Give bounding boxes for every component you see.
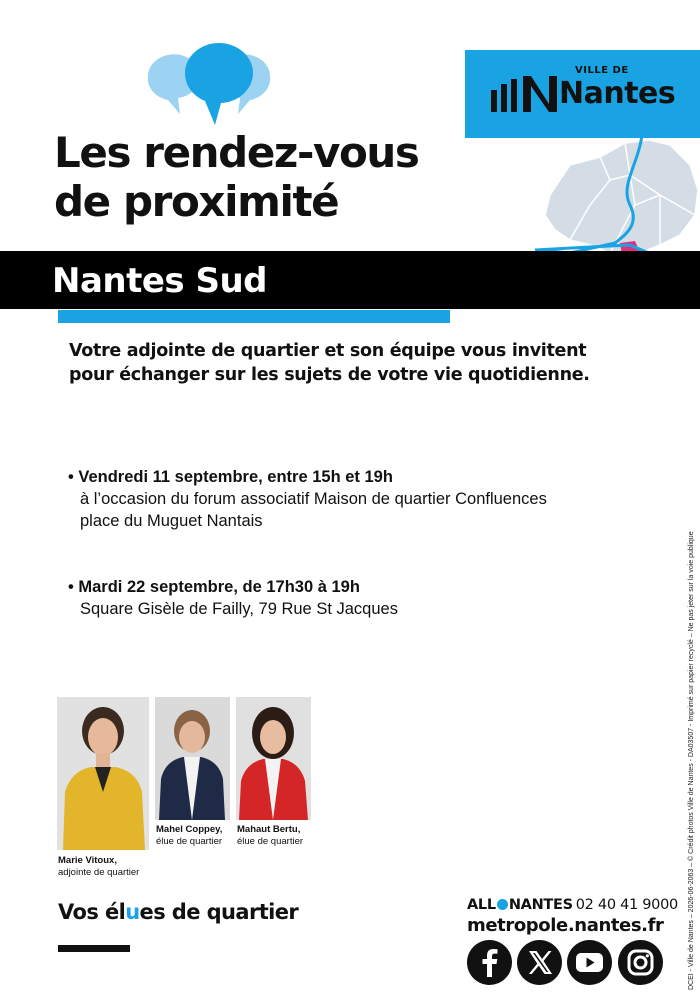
event-date: Vendredi 11 septembre, entre 15h et 19h: [78, 468, 393, 486]
event-date: Mardi 22 septembre, de 17h30 à 19h: [78, 578, 360, 596]
legal-credit: DCEI - Ville de Nantes – 2026-06-2063 – © Crédit photos Ville de Nantes - DA03507 - Imprimé sur papier recyclé – Ne pas jeter sur la voie publique: [688, 531, 695, 990]
youtube-icon[interactable]: [567, 940, 612, 985]
facebook-icon[interactable]: [467, 940, 512, 985]
title-line-1: Les rendez-vous: [54, 128, 419, 177]
footer-accent-bar: [58, 945, 130, 952]
event-location: place du Muguet Nantais: [80, 512, 263, 530]
vos-elues-heading: Vos élues de quartier: [58, 900, 299, 924]
person-name: Mahel Coppey,: [156, 824, 223, 835]
person-role: élue de quartier: [237, 836, 304, 847]
x-icon[interactable]: [517, 940, 562, 985]
person-role: adjointe de quartier: [58, 867, 140, 878]
bullet: •: [68, 578, 74, 596]
ville-de-nantes-logo: [465, 50, 700, 138]
allo-dot-icon: [497, 899, 508, 910]
district-banner: [0, 251, 700, 309]
phone-number: 02 40 41 9000: [575, 897, 678, 913]
person-caption: [156, 824, 222, 848]
intro-text: Votre adjointe de quartier et son équipe vous invitent pour échanger sur les sujets de votre vie quotidienne.: [69, 341, 590, 385]
person-role: élue de quartier: [156, 836, 223, 847]
portrait-photo: [57, 697, 149, 850]
person-name: Mahaut Bertu,: [237, 824, 301, 835]
website-link[interactable]: metropole.nantes.fr: [467, 915, 664, 936]
event-2: [68, 576, 628, 620]
event-description: à l’occasion du forum associatif Maison de quartier Confluences: [80, 490, 547, 508]
person-name: Marie Vitoux,: [58, 855, 117, 866]
bullet: •: [68, 468, 74, 486]
nantes-logo-mark-icon: [489, 74, 559, 114]
title-line-2: de proximité: [54, 177, 339, 226]
district-name: Nantes Sud: [52, 261, 268, 301]
portrait-photo: [236, 697, 311, 820]
person-caption: [237, 824, 303, 848]
event-1: [68, 466, 628, 532]
event-location: Square Gisèle de Failly, 79 Rue St Jacques: [80, 600, 398, 618]
allo-nantes-phone: ALL NANTES 02 40 41 9000: [467, 897, 678, 913]
logo-nantes: Nantes: [559, 76, 676, 111]
speech-bubbles-icon: [140, 40, 280, 130]
banner-accent-bar: [58, 310, 450, 323]
portrait-photo: [155, 697, 230, 820]
person-caption: [58, 855, 139, 879]
logo-ville-de: VILLE DE: [575, 65, 629, 76]
instagram-icon[interactable]: [618, 940, 663, 985]
page-title: [54, 128, 419, 226]
